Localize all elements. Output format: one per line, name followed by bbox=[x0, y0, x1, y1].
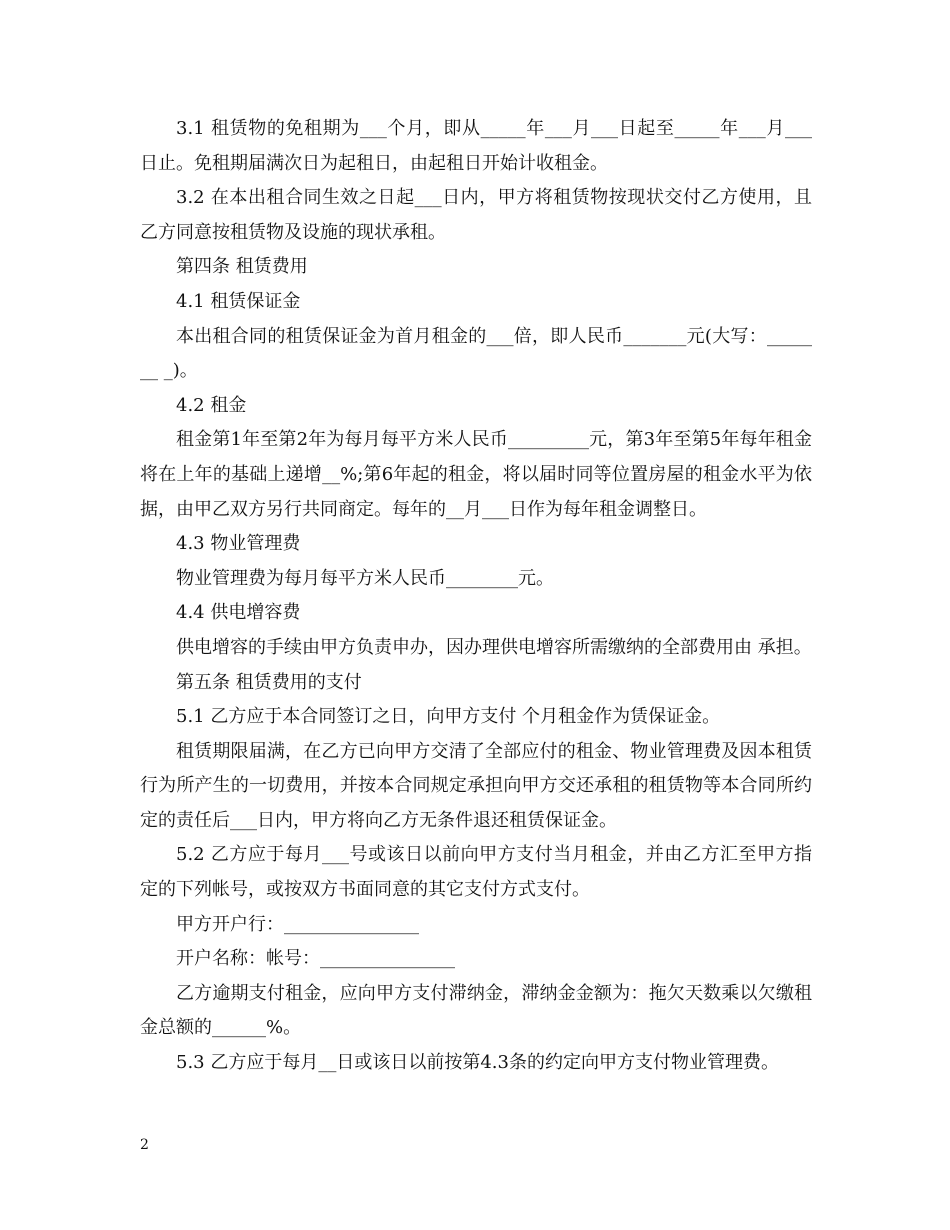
page-number: 2 bbox=[140, 1137, 149, 1153]
clause-5-3: 5.3 乙方应于每月__日或该日以前按第4.3条的约定向甲方支付物业管理费。 bbox=[176, 1052, 779, 1074]
article-5-heading: 第五条 租赁费用的支付 bbox=[176, 671, 362, 693]
late-fee-paragraph: 乙方逾期支付租金，应向甲方支付滞纳金，滞纳金金额为：拖欠天数乘以欠缴租金总额的______%。 bbox=[140, 982, 812, 1039]
clause-5-2: 5.2 乙方应于每月___号或该日以前向甲方支付当月租金，并由乙方汇至甲方指定的下列帐号，或按双方书面同意的其它支付方式支付。 bbox=[140, 844, 812, 901]
clause-3-1: 3.1 租赁物的免租期为___个月，即从_____年___月___日起至_____年___月___日止。免租期届满次日为起租日，由起租日开始计收租金。 bbox=[140, 118, 812, 174]
article-4-heading: 第四条 租赁费用 bbox=[176, 256, 308, 278]
account-name-line: 开户名称：帐号：_______________ bbox=[176, 948, 455, 970]
clause-4-2-text: 租金第1年至第2年为每月每平方米人民币_________元，第3年至第5年每年租金将在上年的基础上递增__%;第6年起的租金，将以届时同等位置房屋的租金水平为依据，由甲乙双方另行共同商定。每年的__月___日作为每年租金调整日。 bbox=[140, 429, 812, 520]
document-page bbox=[140, 112, 812, 1081]
clause-4-4-text: 供电增容的手续由甲方负责申办，因办理供电增容所需缴纳的全部费用由 承担。 bbox=[176, 636, 812, 658]
clause-4-2-heading: 4.2 租金 bbox=[176, 394, 247, 416]
clause-5-1-deposit-return: 租赁期限届满，在乙方已向甲方交清了全部应付的租金、物业管理费及因本租赁行为所产生的一切费用，并按本合同规定承担向甲方交还承租的租赁物等本合同所约定的责任后___日内，甲方将向乙方无条件退还租赁保证金。 bbox=[140, 740, 812, 831]
clause-4-4-heading: 4.4 供电增容费 bbox=[176, 602, 301, 624]
clause-4-1-text: 本出租合同的租赁保证金为首月租金的___倍，即人民币_______元(大写：_______ _)。 bbox=[140, 325, 812, 382]
clause-4-1-heading: 4.1 租赁保证金 bbox=[176, 290, 301, 312]
clause-4-3-heading: 4.3 物业管理费 bbox=[176, 533, 301, 555]
bank-name-line: 甲方开户行：_______________ bbox=[176, 913, 419, 935]
clause-4-3-text: 物业管理费为每月每平方米人民币________元。 bbox=[176, 567, 554, 589]
clause-5-1: 5.1 乙方应于本合同签订之日，向甲方支付 个月租金作为赁保证金。 bbox=[176, 706, 721, 728]
clause-3-2: 3.2 在本出租合同生效之日起___日内，甲方将租赁物按现状交付乙方使用，且乙方同意按租赁物及设施的现状承租。 bbox=[140, 187, 812, 243]
